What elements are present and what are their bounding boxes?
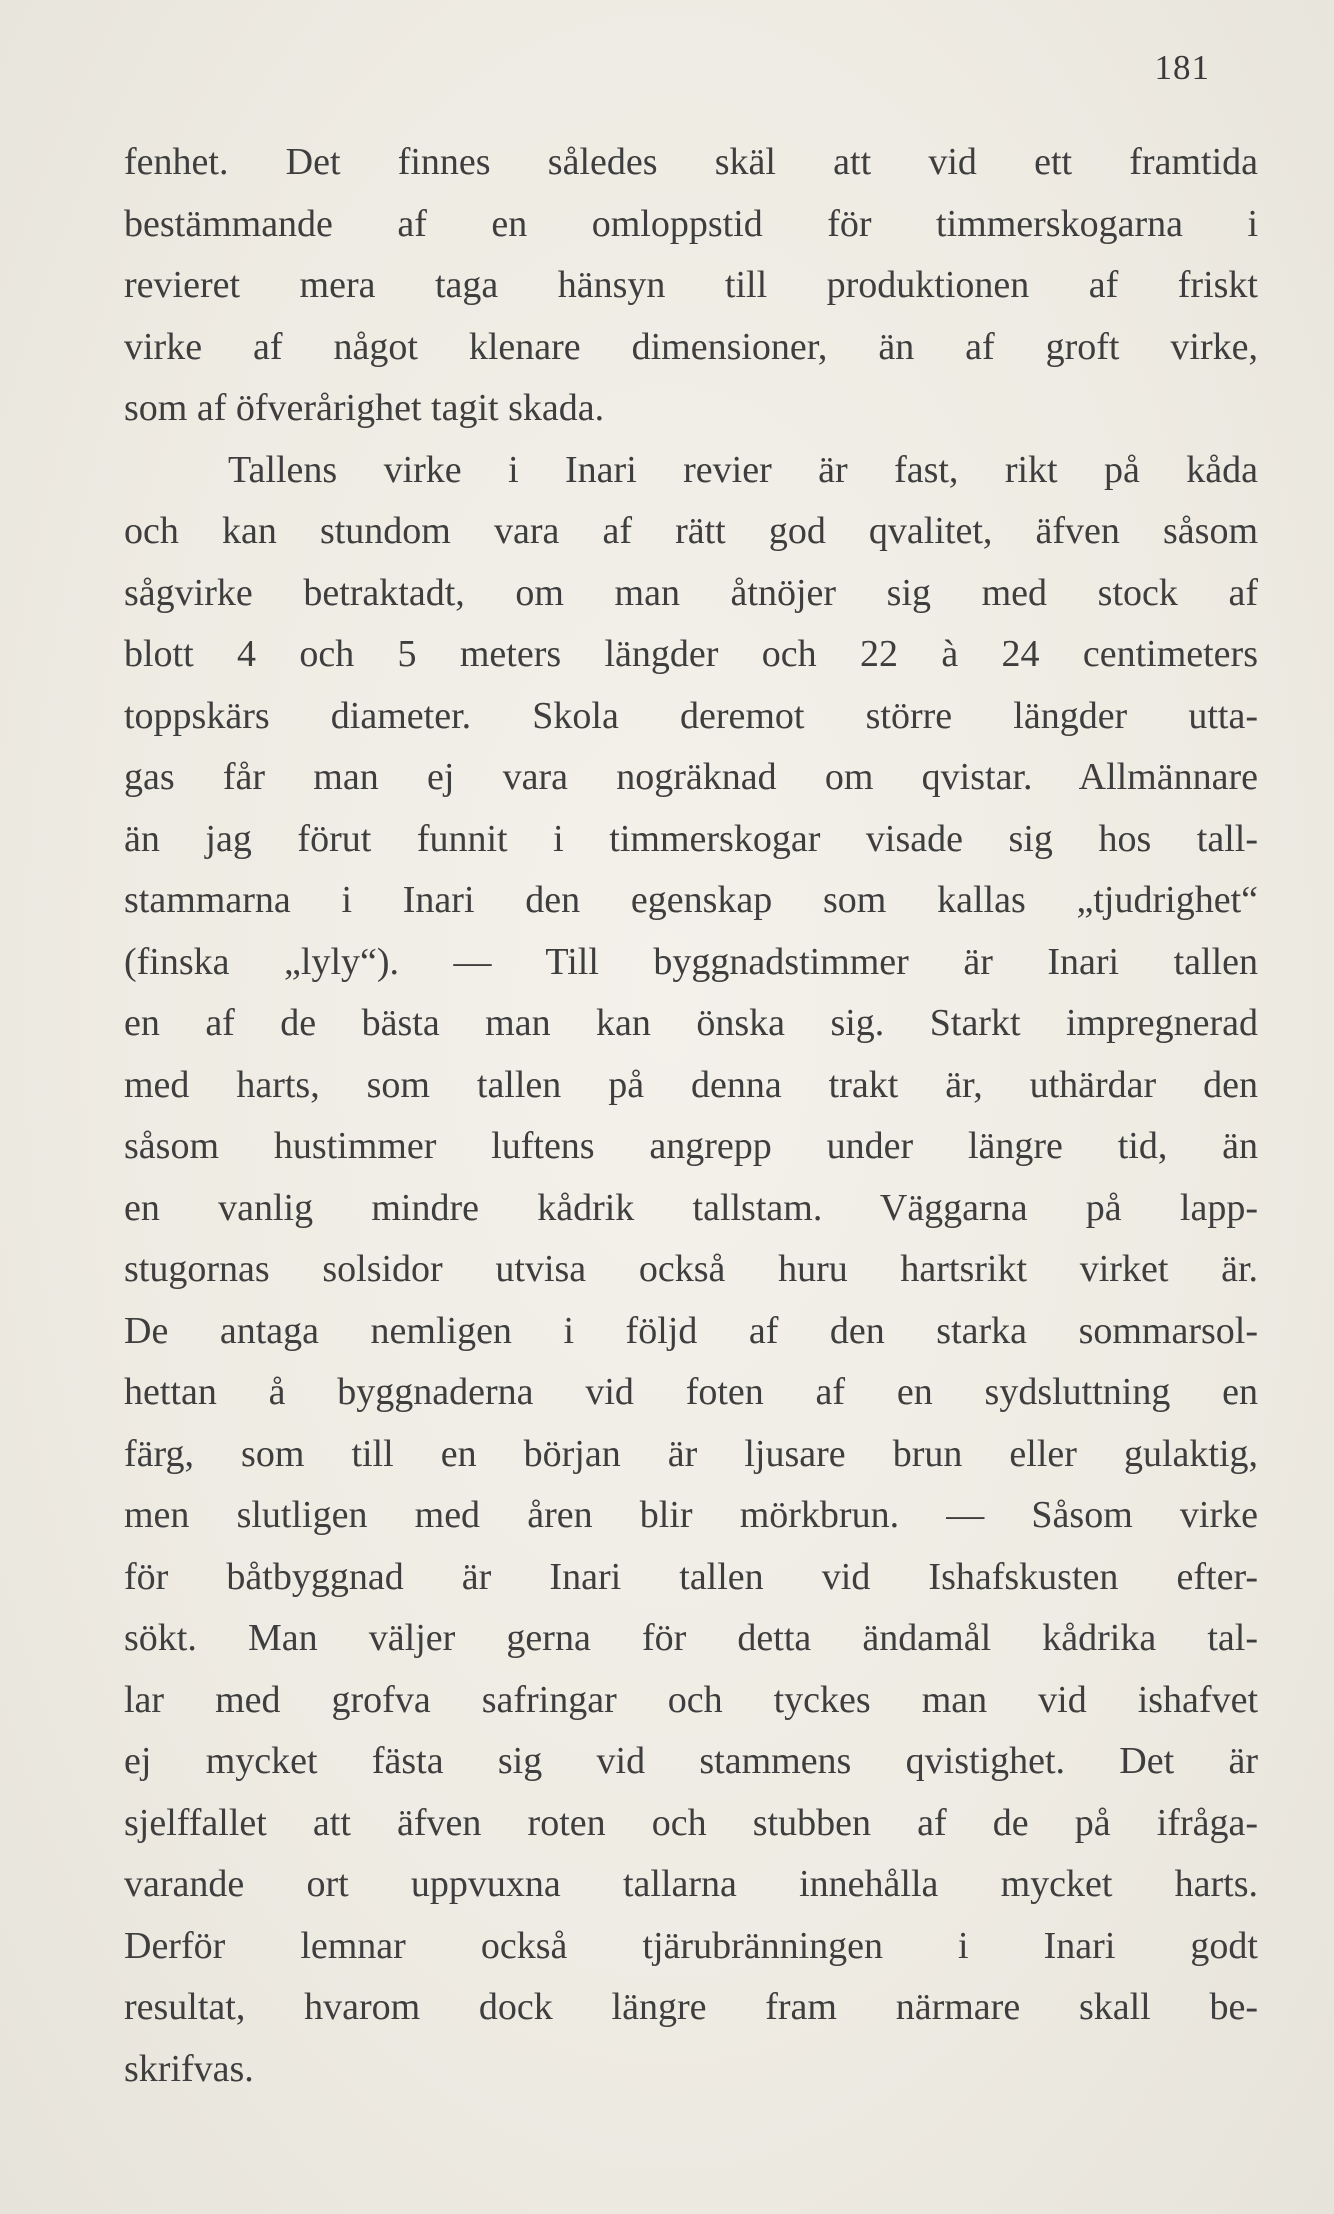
- text-line: bestämmande af en omloppstid för timmerskogarna i: [124, 202, 1258, 245]
- text-line: för båtbyggnad är Inari tallen vid Ishafskusten efter-: [124, 1555, 1258, 1598]
- text-line: hettan å byggnaderna vid foten af en sydsluttning en: [124, 1371, 1258, 1413]
- text-line: stammarna i Inari den egenskap som kallas „tjudrighet“: [124, 879, 1258, 921]
- text-line: lar med grofva safringar och tyckes man vid ishafvet: [124, 1678, 1258, 1721]
- text-line: revieret mera taga hänsyn till produktionen af friskt: [124, 264, 1258, 306]
- text-line: De antaga nemligen i följd af den starka sommarsol-: [124, 1309, 1258, 1352]
- text-line: (finska „lyly“). — Till byggnadstimmer är Inari tallen: [124, 940, 1258, 983]
- text-line: än jag förut funnit i timmerskogar visade sig hos tall-: [124, 817, 1258, 860]
- body-text: [124, 132, 1258, 2100]
- text-line: sjelffallet att äfven roten och stubben af de på ifråga-: [124, 1801, 1258, 1844]
- text-line: gas får man ej vara nogräknad om qvistar. Allmännare: [124, 756, 1258, 798]
- text-line: toppskärs diameter. Skola deremot större längder utta-: [124, 694, 1258, 737]
- text-line: såsom hustimmer luftens angrepp under längre tid, än: [124, 1125, 1258, 1167]
- text-line: blott 4 och 5 meters längder och 22 à 24 centimeters: [124, 633, 1258, 675]
- text-line: en af de bästa man kan önska sig. Starkt impregnerad: [124, 1002, 1258, 1044]
- paragraph-first-line: Tallens virke i Inari revier är fast, rikt på kåda: [228, 448, 1258, 491]
- text-line: ej mycket fästa sig vid stammens qvistighet. Det är: [124, 1740, 1258, 1782]
- text-line: fenhet. Det finnes således skäl att vid ett framtida: [124, 141, 1258, 183]
- text-line: men slutligen med åren blir mörkbrun. — Såsom virke: [124, 1494, 1258, 1536]
- text-line: en vanlig mindre kådrik tallstam. Väggarna på lapp-: [124, 1186, 1258, 1229]
- text-line: stugornas solsidor utvisa också huru hartsrikt virket är.: [124, 1248, 1258, 1290]
- text-line: sökt. Man väljer gerna för detta ändamål kådrika tal-: [124, 1617, 1258, 1659]
- text-line: med harts, som tallen på denna trakt är, uthärdar den: [124, 1063, 1258, 1106]
- text-line: varande ort uppvuxna tallarna innehålla mycket harts.: [124, 1863, 1258, 1905]
- text-line: resultat, hvarom dock längre fram närmare skall be-: [124, 1986, 1258, 2028]
- text-line: skrifvas.: [124, 2047, 254, 2090]
- text-line: färg, som till en början är ljusare brun eller gulaktig,: [124, 1432, 1258, 1475]
- text-line: sågvirke betraktadt, om man åtnöjer sig med stock af: [124, 571, 1258, 614]
- text-line: Derför lemnar också tjärubränningen i Inari godt: [124, 1924, 1258, 1967]
- text-line: virke af något klenare dimensioner, än af groft virke,: [124, 325, 1258, 368]
- text-line: och kan stundom vara af rätt god qvalitet, äfven såsom: [124, 510, 1258, 552]
- text-line: som af öfverårighet tagit skada.: [124, 387, 605, 429]
- page-number: 181: [1154, 48, 1210, 87]
